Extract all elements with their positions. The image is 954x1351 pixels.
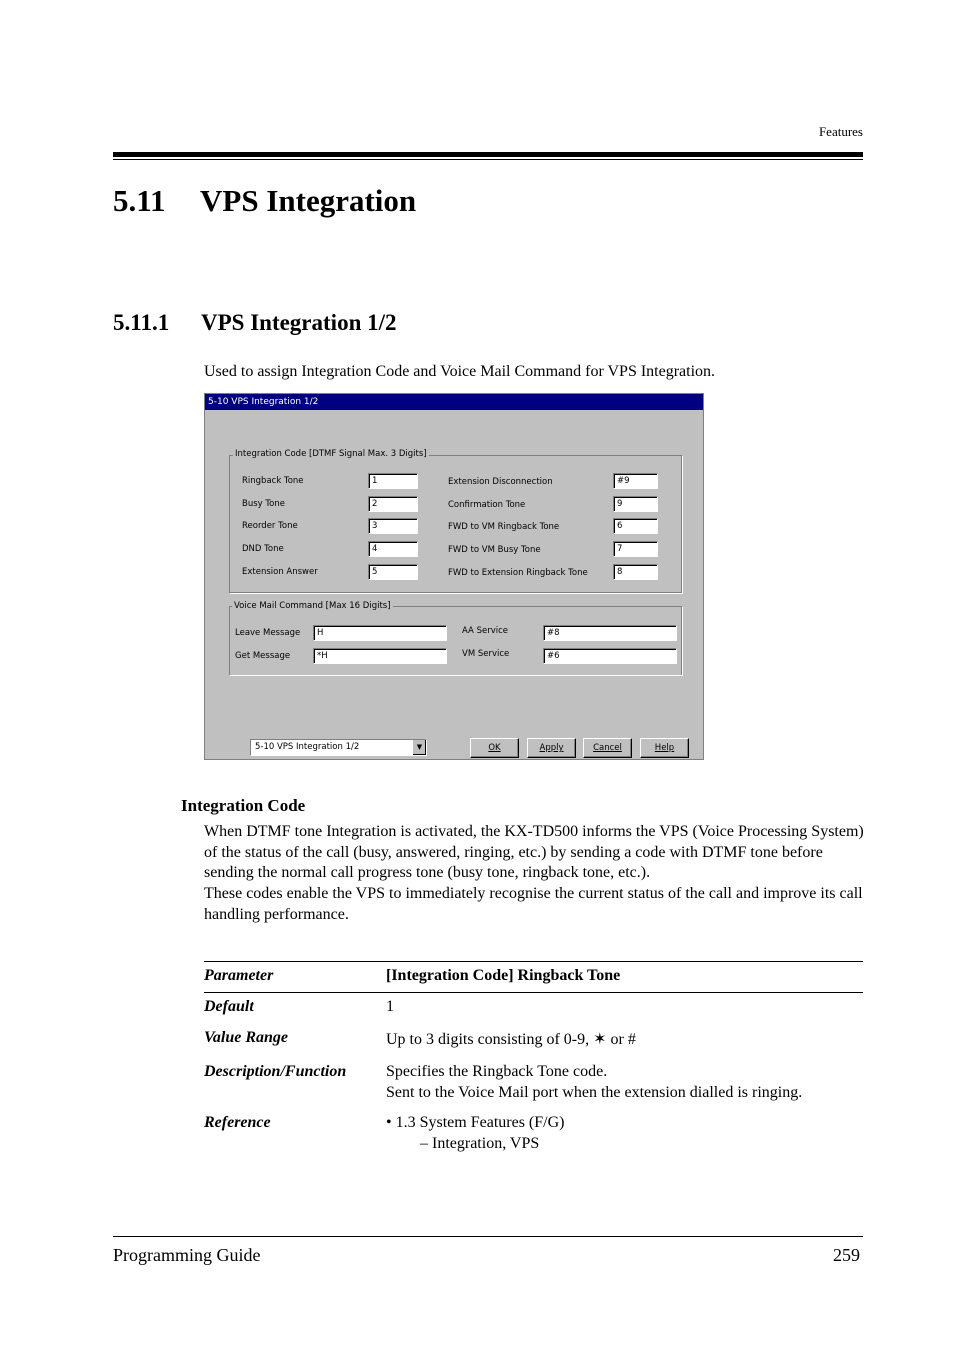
- voice-mail-command-group-label: Voice Mail Command [Max 16 Digits]: [234, 601, 391, 611]
- footer-title: Programming Guide: [113, 1245, 261, 1265]
- value-range-label: Value Range: [204, 1029, 289, 1046]
- extension-disconnection-field[interactable]: #9: [613, 473, 658, 489]
- reorder-tone-label: Reorder Tone: [242, 521, 298, 531]
- confirmation-tone-field[interactable]: 9: [613, 496, 658, 512]
- fwd-ext-ringback-label: FWD to Extension Ringback Tone: [448, 568, 588, 578]
- cancel-button[interactable]: [583, 738, 632, 758]
- fwd-vm-busy-field[interactable]: 7: [613, 541, 658, 557]
- leave-message-field[interactable]: H: [313, 625, 447, 641]
- busy-tone-label: Busy Tone: [242, 499, 285, 509]
- fwd-vm-ringback-field[interactable]: 6: [613, 518, 658, 534]
- aa-service-label: AA Service: [462, 626, 508, 636]
- description-paragraph-2: These codes enable the VPS to immediately recognise the current status of the call and improve its call handling performance.: [204, 885, 863, 923]
- extension-answer-label: Extension Answer: [242, 567, 318, 577]
- apply-button[interactable]: [527, 738, 576, 758]
- subsection-number: 5.11.1: [113, 310, 170, 335]
- description-function-line-1: Specifies the Ringback Tone code.: [386, 1063, 608, 1080]
- chevron-down-icon[interactable]: ▼: [412, 740, 426, 755]
- aa-service-field[interactable]: #8: [543, 625, 677, 641]
- header-rule-thick: [113, 152, 863, 157]
- help-button-label: Help: [654, 743, 675, 753]
- apply-button-label: Apply: [539, 743, 564, 753]
- leave-message-label: Leave Message: [235, 628, 301, 638]
- extension-answer-field[interactable]: 5: [368, 564, 418, 580]
- section-title: VPS Integration: [200, 183, 417, 218]
- fwd-vm-busy-label: FWD to VM Busy Tone: [448, 545, 541, 555]
- reorder-tone-field[interactable]: 3: [368, 518, 418, 534]
- section-heading: [113, 183, 416, 219]
- running-header: Features: [818, 124, 863, 139]
- subsection-title: VPS Integration 1/2: [201, 310, 397, 335]
- default-label: Default: [204, 998, 254, 1015]
- description-paragraph-1: When DTMF tone Integration is activated, the KX-TD500 informs the VPS (Voice Processing System) of the status of the call (busy, answered, ringing, etc.) by sending a code with DTMF tone before sending the normal call progress tone (busy tone, ringback tone, etc.).: [204, 823, 864, 882]
- default-value: 1: [386, 998, 394, 1015]
- get-message-label: Get Message: [235, 651, 291, 661]
- ok-button-label: OK: [488, 743, 501, 753]
- vps-integration-dialog: [204, 393, 704, 760]
- table-header-rule: [204, 992, 863, 993]
- page-number: 259: [833, 1245, 860, 1265]
- dnd-tone-label: DND Tone: [242, 544, 284, 554]
- dnd-tone-field[interactable]: 4: [368, 541, 418, 557]
- table-top-rule: [204, 961, 863, 962]
- subsection-heading: [113, 310, 397, 336]
- parameter-value: [Integration Code] Ringback Tone: [386, 967, 621, 984]
- reference-line-1: • 1.3 System Features (F/G): [386, 1114, 565, 1131]
- get-message-field[interactable]: *H: [313, 648, 447, 664]
- page-select-value: 5-10 VPS Integration 1/2: [255, 742, 360, 752]
- ok-button[interactable]: [470, 738, 519, 758]
- reference-label: Reference: [204, 1114, 271, 1131]
- integration-code-heading: Integration Code: [181, 796, 306, 815]
- footer-rule: [113, 1236, 863, 1237]
- extension-disconnection-label: Extension Disconnection: [448, 477, 553, 487]
- busy-tone-field[interactable]: 2: [368, 496, 418, 512]
- intro-text: Used to assign Integration Code and Voice Mail Command for VPS Integration.: [204, 363, 716, 380]
- section-number: 5.11: [113, 183, 166, 218]
- integration-code-description: [204, 822, 864, 926]
- dialog-title-bar: 5-10 VPS Integration 1/2: [205, 394, 703, 410]
- fwd-vm-ringback-label: FWD to VM Ringback Tone: [448, 522, 560, 532]
- header-rule-thin: [113, 159, 863, 160]
- cancel-button-label: Cancel: [593, 743, 622, 753]
- fwd-ext-ringback-field[interactable]: 8: [613, 564, 658, 580]
- description-function-line-2: Sent to the Voice Mail port when the extension dialled is ringing.: [386, 1084, 803, 1101]
- vm-service-label: VM Service: [462, 649, 510, 659]
- parameter-label: Parameter: [204, 967, 274, 984]
- reference-line-2: – Integration, VPS: [420, 1135, 540, 1152]
- description-function-label: Description/Function: [204, 1063, 347, 1080]
- confirmation-tone-label: Confirmation Tone: [448, 500, 526, 510]
- ringback-tone-label: Ringback Tone: [242, 476, 304, 486]
- page-select-dropdown[interactable]: [250, 739, 427, 756]
- integration-code-group-label: Integration Code [DTMF Signal Max. 3 Digits]: [235, 449, 427, 459]
- value-range-value: Up to 3 digits consisting of 0-9, ✶ or #: [386, 1031, 636, 1048]
- ringback-tone-field[interactable]: 1: [368, 473, 418, 489]
- vm-service-field[interactable]: #6: [543, 648, 677, 664]
- help-button[interactable]: [640, 738, 689, 758]
